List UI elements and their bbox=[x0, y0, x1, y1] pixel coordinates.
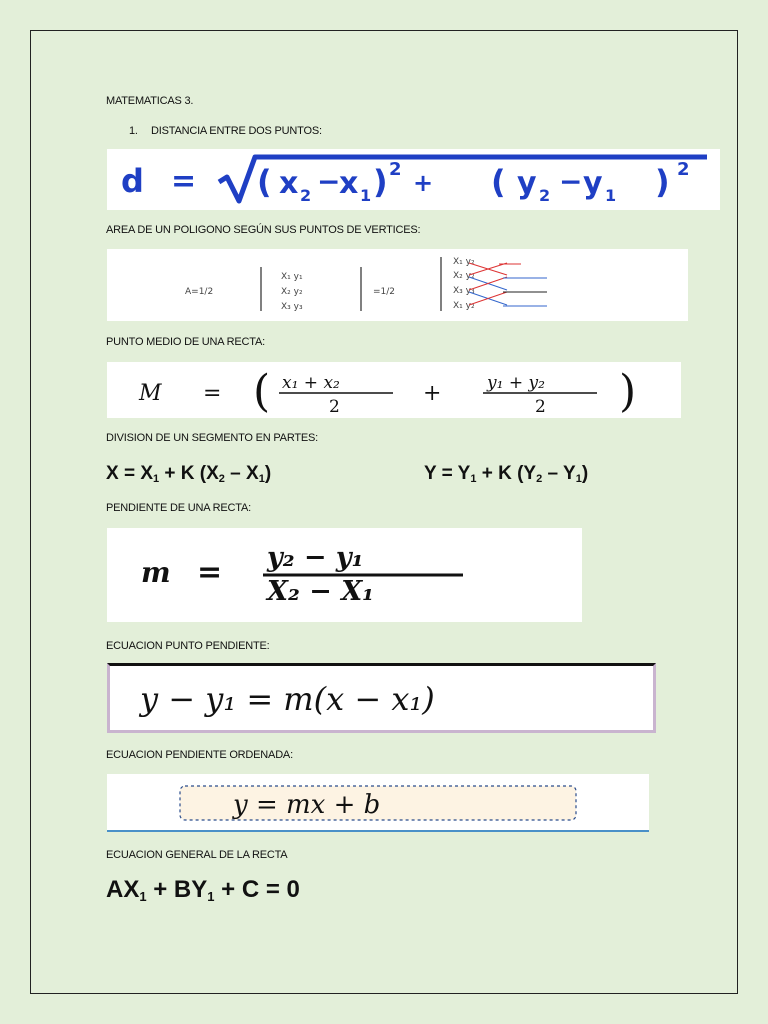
area-left-row-3: X₃ y₃ bbox=[281, 302, 303, 312]
midpoint-equals: = bbox=[203, 381, 222, 406]
slope-equals: = bbox=[197, 555, 223, 590]
formula-x1-sub: 1 bbox=[360, 186, 372, 205]
slope-intercept-formula bbox=[107, 774, 649, 830]
midpoint-num-2: y₁ + y₂ bbox=[487, 373, 545, 393]
formula-x1: x bbox=[339, 166, 359, 201]
item-number: 1. bbox=[129, 125, 138, 137]
formula-y2: y bbox=[517, 166, 537, 201]
section-division-label: DIVISION DE UN SEGMENTO EN PARTES: bbox=[106, 432, 319, 444]
slope-intercept-text: y = mx + b bbox=[233, 790, 381, 820]
section-slope-label: PENDIENTE DE UNA RECTA: bbox=[106, 502, 251, 514]
point-slope-formula bbox=[110, 666, 653, 730]
midpoint-den-1: 2 bbox=[329, 397, 340, 417]
distance-formula-image bbox=[107, 149, 720, 210]
formula-equals: = bbox=[171, 164, 197, 199]
formula-x2: x bbox=[279, 166, 299, 201]
formula-y1-sub: 1 bbox=[605, 186, 617, 205]
formula-y1: y bbox=[583, 166, 603, 201]
midpoint-num-1: x₁ + x₂ bbox=[282, 373, 340, 393]
area-right-row-4: X₁ y₂ bbox=[453, 301, 475, 311]
section-slope-intercept-label: ECUACION PENDIENTE ORDENADA: bbox=[106, 749, 293, 761]
midpoint-M: M bbox=[139, 381, 162, 406]
area-mid: =1/2 bbox=[373, 287, 396, 297]
area-right-row-3: X₃ y₃ bbox=[453, 286, 475, 296]
midpoint-den-2: 2 bbox=[535, 397, 546, 417]
slope-m: m bbox=[141, 556, 171, 589]
division-x-equation: $X = X_1 + K$ $(X_2 - X_1)$ bbox=[106, 463, 272, 485]
midpoint-formula bbox=[107, 362, 681, 418]
formula-x2-sub: 2 bbox=[300, 186, 312, 205]
slope-formula bbox=[107, 528, 582, 622]
midpoint-formula-image bbox=[107, 362, 681, 418]
section-point-slope-label: ECUACION PUNTO PENDIENTE: bbox=[106, 640, 270, 652]
formula-y2-sub: 2 bbox=[539, 186, 551, 205]
area-left-row-2: X₂ y₂ bbox=[281, 287, 303, 297]
slope-formula-image bbox=[107, 528, 582, 622]
svg-text:(: ( bbox=[257, 163, 272, 201]
point-slope-formula-image bbox=[107, 663, 656, 733]
formula-minus-2: − bbox=[559, 165, 583, 198]
section-general-label: ECUACION GENERAL DE LA RECTA bbox=[106, 849, 288, 861]
distance-formula bbox=[107, 149, 720, 210]
section-distance-label: DISTANCIA ENTRE DOS PUNTOS: bbox=[151, 125, 322, 137]
formula-plus: + bbox=[413, 169, 434, 197]
formula-exp-2: 2 bbox=[677, 159, 690, 180]
slope-denominator: X₂ − X₁ bbox=[267, 576, 374, 607]
slope-numerator: y₂ − y₁ bbox=[267, 542, 364, 573]
svg-text:(: ( bbox=[491, 163, 506, 201]
area-right-row-2: X₂ y₂ bbox=[453, 271, 475, 281]
svg-text:): ) bbox=[373, 163, 388, 201]
general-equation: $AX_1 + BY_1 + C = 0$ bbox=[106, 876, 300, 904]
formula-exp-1: 2 bbox=[389, 159, 402, 180]
svg-text:(: ( bbox=[253, 366, 271, 417]
point-slope-text: y − y₁ = m(x − x₁) bbox=[140, 680, 435, 718]
page-title: MATEMATICAS 3. bbox=[106, 95, 194, 107]
formula-d: d bbox=[121, 162, 144, 200]
section-distance-heading bbox=[106, 125, 322, 137]
area-formula-image bbox=[107, 249, 688, 321]
area-formula bbox=[107, 249, 688, 321]
section-midpoint-label: PUNTO MEDIO DE UNA RECTA: bbox=[106, 336, 266, 348]
svg-text:): ) bbox=[619, 366, 637, 417]
area-right-row-1: X₁ y₂ bbox=[453, 257, 475, 267]
section-area-label: AREA DE UN POLIGONO SEGÚN SUS PUNTOS DE VERTICES: bbox=[106, 224, 421, 236]
area-left-row-1: X₁ y₁ bbox=[281, 272, 303, 282]
formula-minus-1: − bbox=[317, 165, 341, 198]
division-y-equation: $Y = Y_1 + K$ $(Y_2 - Y_1)$ bbox=[424, 463, 589, 485]
slope-intercept-formula-image bbox=[107, 774, 649, 832]
midpoint-plus: + bbox=[423, 381, 442, 406]
svg-text:): ) bbox=[655, 163, 670, 201]
area-prefix: A=1/2 bbox=[185, 287, 214, 297]
